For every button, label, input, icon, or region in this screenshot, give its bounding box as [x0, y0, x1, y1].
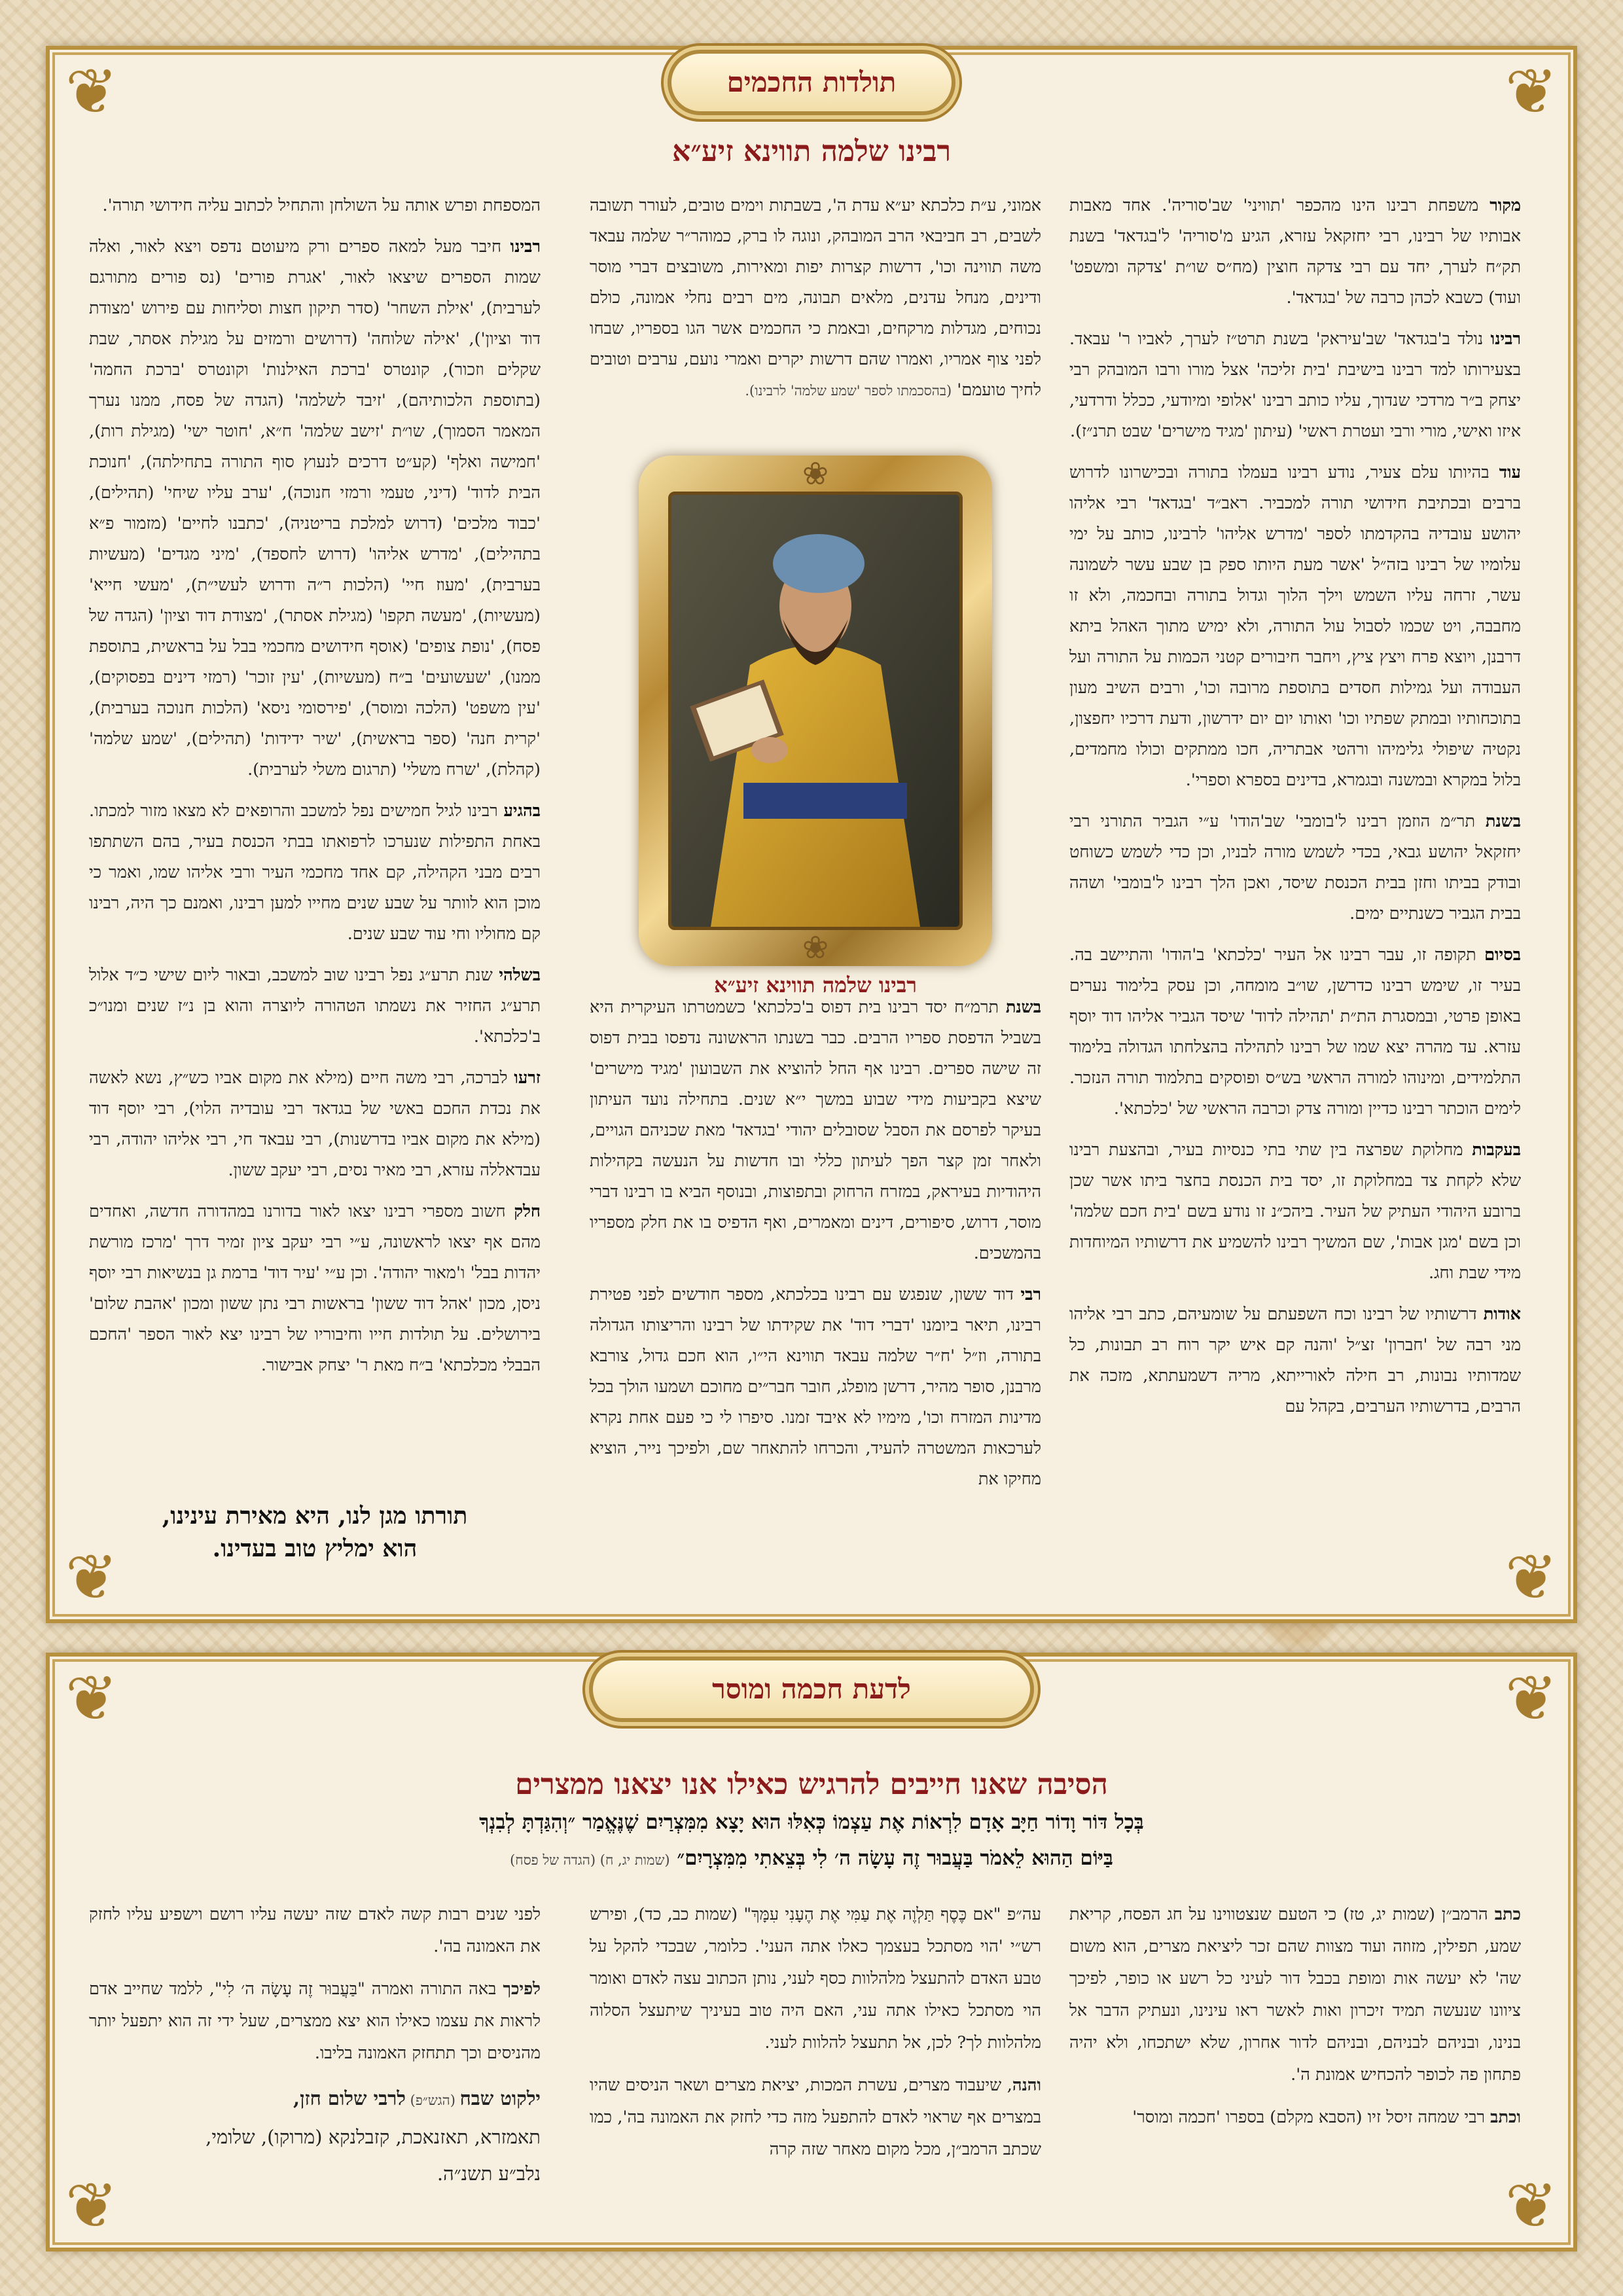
- paragraph: חלק חשוב מספרי רבינו יצאו לאור בדורנו במהדורה חדשה, ואחדים מהם אף יצאו לראשונה, ע״י רבי יעקב ציון זמיר דרך 'מרכז מורשת יהדות בבל' ו'מאור יהודה'. וכן ע״י 'עיר דוד' ברמת גן בנשיאות רבי יוסף ניסן, מכון 'אהל דוד ששון' בראשות רבי נתן ששון ומכון 'אהבת שלום' בירושלים. על תולדות חייו וחיבוריו של רבינו יצא לאור הספר 'החכם הבבלי מכלכתא' ב״ח מאת ר' יצחק אבישור.: [89, 1202, 541, 1375]
- paragraph: זרעו לברכה, רבי משה חיים (מילא את מקום אביו כש״ץ, נשא לאשה את נכדת החכם באשי של בגדאד רבי עובדיה הלוי), רבי יוסף דוד (מילא את מקום אביו בדרשנות), רבי עבאד חי, רבי אליהו יהודה, רבי עבדאללה עזרא, רבי מאיר נסים, רבי יעקב ששון.: [89, 1068, 541, 1180]
- paragraph: המספחת ופרש אותה על השולחן והתחיל לכתוב עליה חידושי תורה'.: [102, 196, 541, 215]
- haggadah-quote-line: בְּכָל דּוֹר וָדוֹר חַיָּב אָדָם לִרְאוֹת אֶת עַצְמוֹ כְּאִלּוּ הוּא יָצָא מִמִּצְרַיִם שֶׁנֶּאֱמַר ״וְהִגַּדְתָּ לְבִנְךָ: [479, 1810, 1144, 1834]
- portrait-caption: רבינו שלמה תווינא זיע״א: [714, 973, 917, 997]
- biography-column-middle-top: [590, 190, 1041, 417]
- paragraph: רבינו נולד ב'בגדאד' שב'עיראק' בשנת תרט״ז לערך, לאביו ר' עבאד. בצעירותו למד רבינו בישיבת 'בית זליכה' אצל מורו ורבו המובהק רבי יצחק ב״ר מרדכי שנדוך, עליו כותב רבינו 'אלופי ומיודעי, ככלל ודרדעי, איזו ואישי, מורי ורבי ועטרת ראשי' (עיתון 'מגיד מישרים' שבט תרנ״ז).: [1069, 329, 1521, 441]
- paragraph: בשלהי שנת תרע״ג נפל רבינו שוב למשכב, ובאור ליום שישי כ״ד אלול תרע״ג החזיר את נשמתו הטהורה ליוצרה והוא בן נ״ז שנים ומנו״כ ב'כלכתא'.: [89, 965, 541, 1047]
- paragraph: בעקבות מחלוקת שפרצה בין שתי בתי כנסיות בעיר, ובהצעת רבינו שלא לקחת צד במחלוקת זו, יסד בית הכנסת בחצר ביתו אשר שכן ברובע היהודי העתיק של העיר. ביהכ״נ זו נודע בשם 'בית חכם שלמה' וכן בשם 'מגן אבות', שם המשיך רבינו להשמיע את דרשותיו המיוחדות מידי שבת וחג.: [1069, 1140, 1521, 1283]
- paragraph: רבי דוד ששון, שנפגש עם רבינו בכלכתא, מספר חודשים לפני פטירת רבינו, תיאר ביומנו 'דברי דוד' את שקידתו של רבינו והריצותו הגדולה בתורה, וז״ל 'ח״ר שלמה עבאד תווינא הי״ו, הוא חכם גדול, צורבא מרבנן, סופר מהיר, דרשן מופלג, חובר חבר״ים מחוכם ושמעו הולך בכל מדינות המזרח וכו', מימיו לא איבד זמנו. סיפרו לי כי פעם אחת נקרא לערכאות המשטרה להעיד, והכרחו להתאחר שם, ולפיכך נייר, הוציא מחיקו את: [590, 1285, 1041, 1489]
- corner-ornament-icon: ❦: [1505, 55, 1558, 128]
- article-column-right: [1069, 1899, 1521, 2144]
- paragraph: עה״פ "אם כֶּסֶף תַּלְוֶה אֶת עַמִּי אֶת הֶעָנִי עִמָּךְ" (שמות כב, כד), ופירש רש״י 'הוי מסתכל בעצמך כאלו אתה העני'. כלומר, שבכדי להקל על טבע האדם להתעצל מלהלוות כסף לעני, נותן הכתוב עצה לאדם ואומר הוי מסתכל כאילו אתה עני, האם היה טוב בעיניך שיתעצל הסלוה מלהלוות לך? לכן, אל תתעצל להלוות לעני.: [590, 1905, 1041, 2053]
- wisdom-panel: [46, 1653, 1577, 2251]
- corner-ornament-icon: ❦: [1505, 2169, 1558, 2242]
- biography-panel: [46, 46, 1577, 1623]
- paragraph: מקור משפחת רבינו הינו מהכפר 'תוויני' שב'סוריה'. אחד מאבות אבותיו של רבינו, רבי יחזקאל עזרא, הגיע מ'סוריה' ל'בגדאד' בשנת תק״ח לערך, יחד עם רבי צדקה חוצין (מח״ס שו״ת 'צדקה ומשפט' ועוד) כשבא לכהן כרבה של 'בגדאד'.: [1069, 196, 1521, 308]
- paragraph: רבינו חיבר מעל למאה ספרים ורק מיעוטם נדפס ויצא לאור, ואלה שמות הספרים שיצאו לאור, 'אגרת פורים' (נס פורים מתורגם לערבית), 'אילת השחר' (סדר תיקון חצות וסליחות עם פירוש 'מצודת דוד וציון'), 'אילה שלוחה' (דרושים ורמזים על מגילת אסתר, שבת שקלים וזכור), קונטרס 'ברכת האילנות' וקונטרס 'ברכת החמה' (בתוספת הלכותיהם), 'זיבד לשלמה' (הגדה של פסח, ממנו נערך המאמר הסמוך), שו״ת 'זישב שלמה' ח״א, 'חוטר ישי' (מגילת רות), 'חמישה ואלף' (קע״ט דרכים לנעוץ סוף התורה בתחילתה), 'חנוכת הבית לדוד' (דיני, טעמי ורמזי חנוכה), 'ערב עליו שיחי' (תהילים), 'כבוד מלכים' (דרוש למלכת בריטניה), 'כתבנו לחיים' (מזמור פ״א בתהילים), 'מדרש אליהו' (דרוש לחספד), 'מיני מגדים' (מעשיות בערבית), 'מעוז חיי' (הלכות ר״ה ודרוש לעשי״ת), 'מעשי חייא' (מעשיות), 'מעשה תקפו' (מגילת אסתר), 'מצודת דוד וציון' (הגדה של פסח), 'נופת צופים' (אוסף חידושים מחכמי בבל על בראשית, בתוספת ממנו), 'שעשועים' ב״ח (מעשיות), 'עין זוכר' (רמזי דינים בפסוקים), 'עין משפט' (הלכה ומוסר), 'פירסומי ניסא' (הלכות חנוכה בערבית), 'קרית חנה' (ספר בראשית), 'שיר ידידות' (תהילים), 'שמע שלמה' (קהלת), 'שרח משלי' (תרגום משלי לערבית).: [89, 237, 541, 780]
- paragraph: לפני שנים רבות קשה לאדם שזה יעשה עליו רושם וישפיע עליו לחזק את האמונה בה'.: [89, 1905, 541, 1956]
- corner-ornament-icon: ❦: [65, 55, 118, 128]
- portrait-image: [668, 492, 963, 930]
- source-credit-line: ילקוט שבח (הגש״פ) לרבי שלום חזן,: [293, 2087, 541, 2109]
- corner-ornament-icon: ❦: [65, 1662, 118, 1735]
- paragraph: כתב הרמב״ן (שמות יג, טז) כי הטעם שנצטווינו על חג הפסח, קריאת שמע, תפילין, מזוזה ועוד מצוות שהם זכר ליציאת מצרים, הוא משום שה' לא יעשה אות ומופת בכבל דור לעיני כל רשע או כופר, לפיכך ציוונו שנעשה תמיד זיכרון ואות לאשר ראו עינינו, ונעתיק הדבר אל בנינו, ובניהם לבניהם, ובניהם לדור אחרון, שלא ישתכחו, ולא יהיה פתחון פה לכופר להכחיש אמונת ה'.: [1069, 1905, 1522, 2085]
- corner-ornament-icon: ❦: [1505, 1662, 1558, 1735]
- corner-ornament-icon: ❦: [1505, 1541, 1558, 1614]
- frame-ornament-icon: ❀: [802, 456, 829, 492]
- closing-line: הוא ימליץ טוב בעדינו.: [212, 1535, 418, 1562]
- article-title: הסיבה שאנו חייבים להרגיש כאילו אנו יצאנו ממצרים: [515, 1768, 1108, 1801]
- paragraph: אודות דרשותיו של רבינו וכח השפעתם על שומעיהם, כתב רבי אליהו מני רבה של 'חברון' זצ״ל 'והנה קם איש יקר רוח רב תבונות, כל שמדותיו נבונות, רב חילה לאורייתא, מריה דשמעתתא, מזכה את הרבים, בדרשותיו הערבים, בקהל עם: [1069, 1304, 1521, 1416]
- article-column-left: [89, 1899, 541, 2192]
- article-column-middle: [590, 1899, 1041, 2176]
- paragraph: בשנת תר״מ הוזמן רבינו ל'בומבי' שב'הודו' ע״י הגביר התורני רבי יחזקאל יהושע גבאי, בכדי לשמש מורה לבניו, וכן כדי לשמש כשוחט ובודק בביתו וחזן בבית הכנסת שיסד, ואכן הלך רבינו ל'בומבי' ושהה בבית הגביר כשנתיים ימים.: [1069, 812, 1521, 924]
- paragraph: בשנת תרמ״ח יסד רבינו בית דפוס ב'כלכתא' כשמטרתו העיקרית היא בשביל הדפסת ספריו הרבים. כבר בשנתו הראשונה נדפסו בבית דפוס זה שישה ספרים. רבינו אף החל להוציא את השבועון 'מגיד מישרים' שיצא בקביעות מידי שבוע במשך י״א שנים. בתחילה נועד העיתון בעיקר לפרסם את הסבל שסובלים יהודי 'בגדאד' מאת שכניהם הגויים, ולאחר זמן קצר הפך לעיתון כללי ובו חדשות על הנעשה בקהילות היהודיות בעיראק, במזרח הרחוק ובתפוצות, ובנוסף הביא בו רבינו דברי מוסר, דרוש, סיפורים, דינים ומאמרים, ואף הדפיס בו את חלק מספריו בהמשכים.: [590, 997, 1041, 1263]
- paragraph: וכתב רבי שמחה זיסל זיו (הסבא מקלם) בספרו 'חכמה ומוסר': [1132, 2108, 1521, 2127]
- quote-source: (שמות יג, ח) (הגדה של פסח): [510, 1852, 670, 1868]
- source-credit-line: נלב״ע תשנ״ה.: [437, 2162, 541, 2185]
- haggadah-quote-line: בַּיּוֹם הַהוּא לֵאמֹר בַּעֲבוּר זֶה עָשָׂה ה׳ לִי בְּצֵאתִי מִמִּצְרָיִם״ (שמות יג, ח) (הגדה של פסח): [510, 1846, 1113, 1870]
- section-plaque-title: תולדות החכמים: [668, 50, 955, 115]
- paragraph: אמוני, ע״ת כלכתא יע״א עדת ה', בשבתות וימים טובים, לעורר תשובה לשבים, רב חביבאי הרב המובהק, ונוגה לו ברק, כמוהר״ר שלמה עבאד משה תווינה וכו', דרשות קצרות יפות ומאירות, משובצים דברי מוסר ודינים, מנחל עדנים, מלאים תבונה, מים רבים נחלי אמונה, כולם נכוחים, מגדלות מרקחים, ובאמת כי החכמים אשר הגו בספריו, שבחו לפני צוף אמריו, ואמרו שהם דרשות יקרים ואמרי נועם, ערבים וטובים לחיך טועמם' (בהסכמתו לספר 'שמע שלמה' לרבינו).: [590, 196, 1041, 400]
- biography-column-right: [1069, 190, 1521, 1433]
- paragraph: והנה, שיעבוד מצרים, עשרת המכות, יציאת מצרים ושאר הניסים שהיו במצרים אף שראוי לאדם להתפעל מזה כדי לחזק את האמונה בה', כמו שכתב הרמב״ן, מכל מקום מאחר שזה קרה: [590, 2075, 1041, 2159]
- closing-blessing: [89, 1499, 541, 1565]
- biography-column-left: [89, 190, 541, 1391]
- corner-ornament-icon: ❦: [65, 1541, 118, 1614]
- paragraph: עוד בהיותו עלם צעיר, נודע רבינו בעמלו בתורה ובכישרונו לדרוש ברבים ובכתיבת חידושי תורה למכביר. ראב״ד 'בגדאד' רבי אליהו יהושע עובדיה בהקדמתו לספר 'מדרש אליהו' לרבינו, כותב על ימי עלומיו של רבינו בזה״ל 'אשר מעת היותו ספק בן שבע עשר לשמונה עשר, זרחה עליו השמש וילך הלוך וגדול בתורה ובחכמה, ולא זו מחבבה, ויט שכמו לסבול עול התורה, ולא ימיש מתוך האהל ביתא דרבנן, ויוצא פרח ויצץ ציץ, ויחבר חיבורים קטני הכמות על התורה ועל העבודה ועל גמילות חסדים בתוספת מרובה וכו', ורבים השיב מעון בתוכחותיו ובמתק שפתיו וכו' ואותו יום יום ידרשון, ודעת דרכיו יחפצון, נקטיה שיפולי גלימיהו ורהטי אבתריה, חכו ממתקים וכולו מחמדים, בלול במקרא ובמשנה ובגמרא, בדינים בספרא וספרי'.: [1069, 463, 1522, 790]
- paragraph: לפיכך באה התורה ואמרה "בַּעֲבוּר זֶה עָשָׂה ה׳ לִי", ללמד שחייב אדם לראות את עצמו כאילו הוא יצא ממצרים, שעל ידי זה הוא יתפעל יותר מהניסים וכך תתחזק האמונה בליבו.: [89, 1979, 541, 2063]
- section-plaque-title: לדעת חכמה ומוסר: [589, 1657, 1034, 1722]
- biography-column-middle-bottom: [590, 992, 1041, 1505]
- source-credit: [89, 2080, 541, 2192]
- rabbi-name-title: רבינו שלמה תווינא זיע״א: [671, 135, 952, 168]
- portrait-frame: [639, 456, 992, 966]
- paragraph: בסיום תקופה זו, עבר רבינו אל העיר 'כלכתא' ב'הודו' והתיישב בה. בעיר זו, שימש רבינו כדרשן, שו״ב מומחה, וכן עסק בלימוד נערים באופן פרטי, ובמסגרת הת״ת 'תהילה לדוד' שיסד הגביר אליהו דוד יוסף עזרא. עד מהרה יצא שמו של רבינו לתהילה בהצלחתו הגדולה בלימוד התלמידים, ומינוהו למורה הראשי בש״ס ופוסקים בתלמוד תורה הנזכר. לימים הוכתר רבינו כדיין ומורה צדק וכרבה הראשי של 'כלכתא'.: [1069, 945, 1521, 1119]
- corner-ornament-icon: ❦: [65, 2169, 118, 2242]
- closing-line: תורתו מגן לנו, היא מאירת עינינו,: [162, 1502, 468, 1530]
- frame-ornament-icon: ❀: [802, 929, 829, 966]
- paragraph: בהגיע רבינו לגיל חמישים נפל למשכב והרופאים לא מצאו מזור למכתו. באחת התפילות שנערכו לרפואתו בבתי הכנסת בעיר, בהם השתתפו רבים מבני הקהילה, קם אחד מחכמי העיר ורבי אליהו שמו, ואמר כי מוכן הוא לוותר על שבע שנים מחייו למען רבינו, ואמנם כך היה, רבינו קם מחוליו וחי עוד שבע שנים.: [89, 801, 541, 944]
- source-credit-line: תאמזרא, תאזנאכת, קזבלנקא (מרוקו), שלומי,: [205, 2126, 541, 2148]
